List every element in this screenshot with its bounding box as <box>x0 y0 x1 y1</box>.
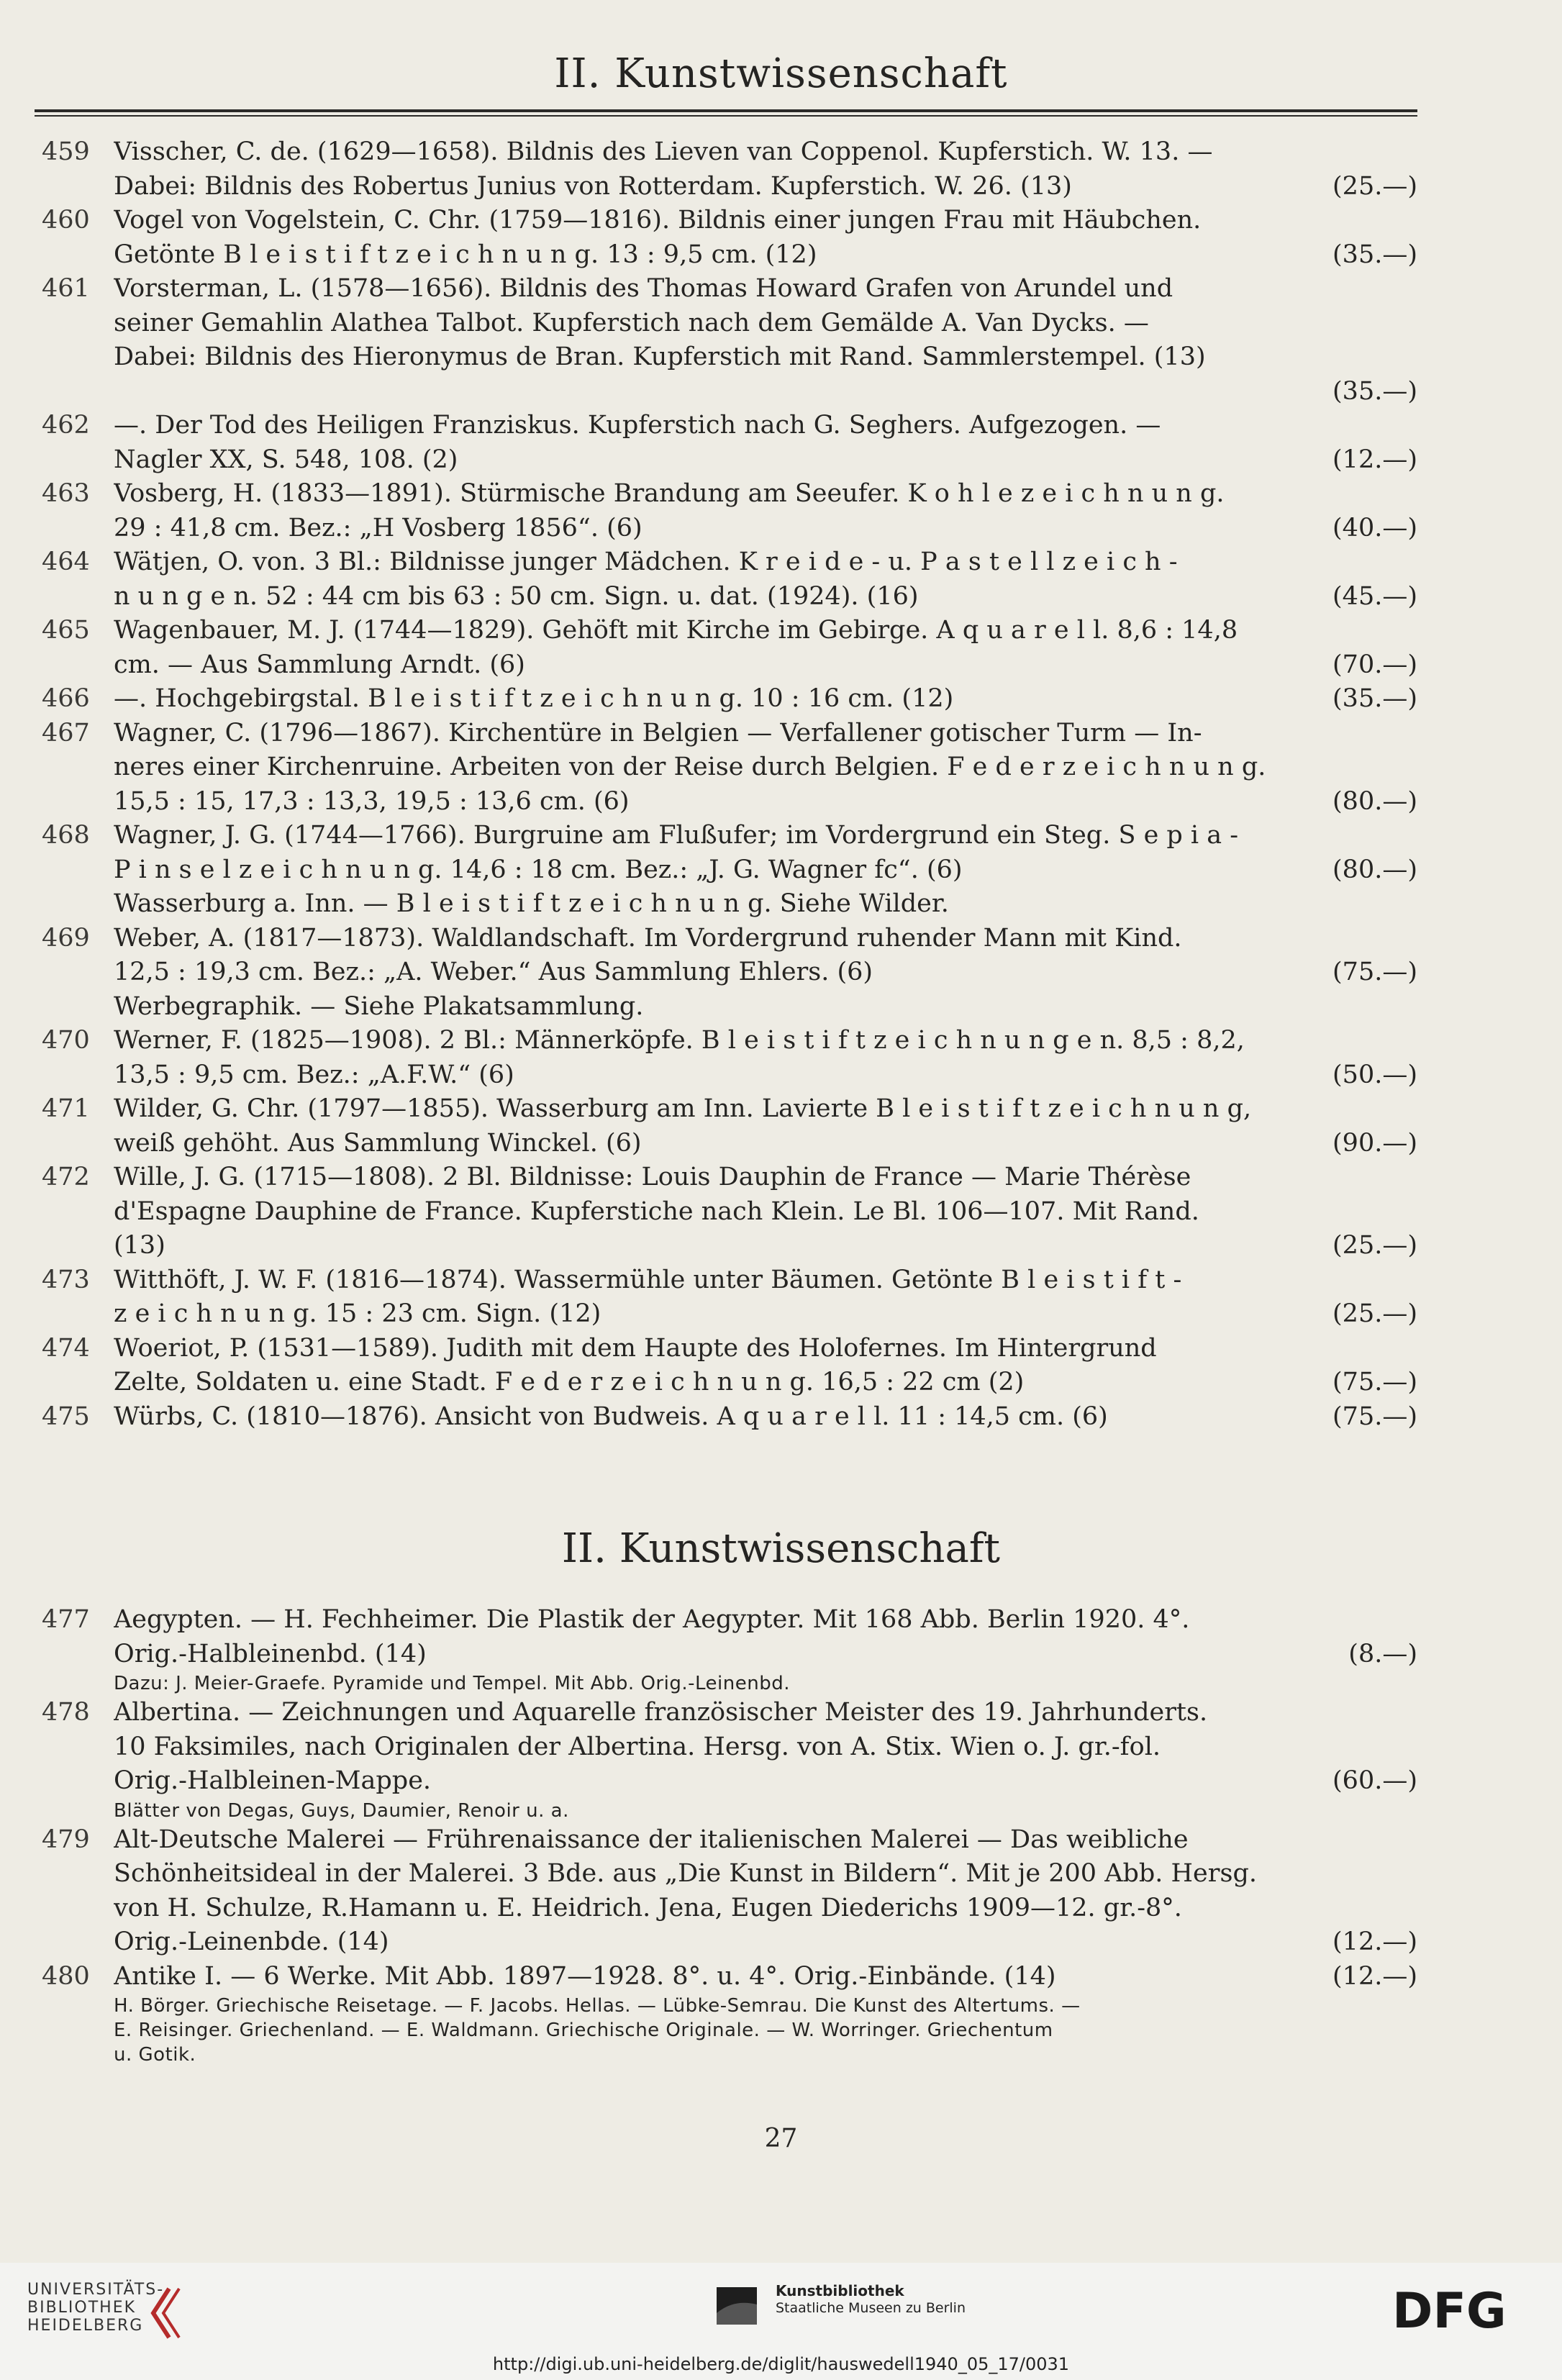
entry-line <box>114 409 1417 443</box>
catalog-entry <box>35 717 1417 819</box>
entry-text: (13) <box>114 1231 165 1260</box>
entry-number: 480 <box>42 1961 90 1991</box>
entry-line <box>114 853 1417 888</box>
entry-text: Wille, J. G. (1715—1808). 2 Bl. Bildnisse: Louis Dauphin de France — Marie Thérèse <box>114 1163 1191 1191</box>
source-url: http://digi.ub.uni-heidelberg.de/diglit/hauswedell1940_05_17/0031 <box>492 2354 1070 2374</box>
dfg-logo-text: DFG <box>1392 2284 1507 2335</box>
entry-note: H. Börger. Griechische Reisetage. — F. Jacobs. Hellas. — Lübke-Semrau. Die Kunst des Altertums. — <box>114 1995 1081 2017</box>
entry-text: n u n g e n. 52 : 44 cm bis 63 : 50 cm. Sign. u. dat. (1924). (16) <box>114 581 919 611</box>
entry-text: 12,5 : 19,3 cm. Bez.: „A. Weber.“ Aus Sammlung Ehlers. (6) <box>114 958 873 986</box>
dfg-logo-icon <box>1392 2284 1536 2338</box>
entry-text: Werner, F. (1825—1908). 2 Bl.: Männerköpfe. B l e i s t i f t z e i c h n u n g e n. 8,5 : 8,2, <box>114 1026 1245 1055</box>
entry-text: Wätjen, O. von. 3 Bl.: Bildnisse junger Mädchen. K r e i d e - u. P a s t e l l z e i c h - <box>114 548 1178 576</box>
entry-line <box>114 1730 1417 1765</box>
entry-line <box>114 1092 1417 1127</box>
catalog-section-2 <box>35 1603 1417 2067</box>
entry-line <box>114 682 1417 717</box>
entry-number: 459 <box>42 137 90 166</box>
entry-line <box>114 1332 1417 1366</box>
entry-line <box>114 750 1417 785</box>
entry-text: Aegypten. — H. Fechheimer. Die Plastik der Aegypter. Mit 168 Abb. Berlin 1920. 4°. <box>114 1605 1190 1634</box>
entry-price: (35.—) <box>1332 684 1417 713</box>
catalog-entry <box>35 922 1417 1025</box>
entry-text: Vorsterman, L. (1578—1656). Bildnis des Thomas Howard Grafen von Arundel und <box>114 274 1173 303</box>
entry-line <box>114 1263 1417 1298</box>
catalog-entry <box>35 477 1417 545</box>
entry-price: (45.—) <box>1332 581 1417 611</box>
section-heading: II. Kunstwissenschaft <box>561 1525 1001 1572</box>
entry-text: Wasserburg a. Inn. — B l e i s t i f t z e i c h n u n g. Siehe Wilder. <box>114 889 949 918</box>
university-logo-icon <box>140 2284 188 2345</box>
entry-text: Wagner, J. G. (1744—1766). Burgruine am Flußufer; im Vordergrund ein Steg. S e p i a - <box>114 821 1239 850</box>
entry-text: Wilder, G. Chr. (1797—1855). Wasserburg am Inn. Lavierte B l e i s t i f t z e i c h n u n g, <box>114 1094 1252 1123</box>
entry-line <box>114 1297 1417 1332</box>
entry-price: (75.—) <box>1332 1402 1417 1431</box>
footer-bar <box>0 2263 1562 2380</box>
entry-line <box>114 204 1417 238</box>
catalog-entry <box>35 682 1417 717</box>
entry-price: (75.—) <box>1332 958 1417 986</box>
kunstbibliothek-title: Kunstbibliothek <box>776 2282 904 2299</box>
entry-line <box>114 1960 1417 1994</box>
entry-number: 467 <box>42 718 90 748</box>
kunstbibliothek-label <box>776 2282 966 2317</box>
entry-note: u. Gotik. <box>114 2044 196 2066</box>
entry-price: (90.—) <box>1332 1128 1417 1158</box>
entry-number: 469 <box>42 923 90 953</box>
entry-line <box>114 1696 1417 1730</box>
entry-text: neres einer Kirchenruine. Arbeiten von der Reise durch Belgien. F e d e r z e i c h n u n g. <box>114 753 1266 781</box>
entry-text: Wagner, C. (1796—1867). Kirchentüre in Belgien — Verfallener gotischer Turm — In- <box>114 718 1202 748</box>
entry-line <box>114 306 1417 341</box>
kunstbibliothek-subtitle: Staatliche Museen zu Berlin <box>776 2300 966 2316</box>
entry-line <box>114 614 1417 648</box>
kunstbibliothek-logo-icon <box>712 2284 763 2330</box>
entry-line <box>114 443 1417 478</box>
catalog-entry <box>35 1024 1417 1092</box>
catalog-entry <box>35 135 1417 204</box>
entry-text: z e i c h n u n g. 15 : 23 cm. Sign. (12) <box>114 1299 601 1328</box>
entry-price: (70.—) <box>1332 650 1417 679</box>
entry-text: Nagler XX, S. 548, 108. (2) <box>114 445 458 474</box>
entry-text: seiner Gemahlin Alathea Talbot. Kupferstich nach dem Gemälde A. Van Dycks. — <box>114 308 1149 337</box>
entry-number: 464 <box>42 548 90 576</box>
entry-price: (75.—) <box>1332 1368 1417 1396</box>
entry-line <box>114 1891 1417 1926</box>
entry-text: Orig.-Halbleinen-Mappe. <box>114 1766 432 1795</box>
catalog-entry <box>35 1332 1417 1400</box>
catalog-entry <box>35 204 1417 272</box>
entry-line <box>114 990 1417 1025</box>
entry-text: cm. — Aus Sammlung Arndt. (6) <box>114 650 525 679</box>
catalog-entry <box>35 1960 1417 2068</box>
entry-text: Orig.-Halbleinenbd. (14) <box>114 1639 427 1668</box>
entry-price: (35.—) <box>1332 240 1417 269</box>
entry-price: (80.—) <box>1332 855 1417 884</box>
entry-line <box>114 717 1417 751</box>
entry-text: 10 Faksimiles, nach Originalen der Albertina. Hersg. von A. Stix. Wien o. J. gr.-fol. <box>114 1732 1161 1761</box>
entry-number: 472 <box>42 1163 90 1191</box>
catalog-entry <box>35 1092 1417 1161</box>
entry-price: (50.—) <box>1332 1060 1417 1089</box>
entry-number: 460 <box>42 206 90 235</box>
catalog-entry <box>35 614 1417 682</box>
entry-line <box>114 1161 1417 1195</box>
catalog-entry <box>35 1161 1417 1263</box>
entry-text: Alt-Deutsche Malerei — Frührenaissance der italienischen Malerei — Das weibliche <box>114 1825 1189 1854</box>
entry-text: Dabei: Bildnis des Robertus Junius von Rotterdam. Kupferstich. W. 26. (13) <box>114 171 1072 201</box>
entry-note: E. Reisinger. Griechenland. — E. Waldmann. Griechische Originale. — W. Worringer. Griechentum <box>114 2020 1053 2041</box>
entry-price: (80.—) <box>1332 786 1417 816</box>
entry-price: (35.—) <box>1332 376 1417 406</box>
entry-price: (25.—) <box>1332 171 1417 201</box>
entry-text: d'Espagne Dauphine de France. Kupferstiche nach Klein. Le Bl. 106—107. Mit Rand. <box>114 1196 1199 1226</box>
entry-text: P i n s e l z e i c h n u n g. 14,6 : 18 cm. Bez.: „J. G. Wagner fc“. (6) <box>114 855 963 884</box>
entry-price: (40.—) <box>1332 513 1417 542</box>
page-number: 27 <box>764 2124 798 2153</box>
entry-text: Orig.-Leinenbde. (14) <box>114 1927 389 1956</box>
entry-line <box>114 1925 1417 1960</box>
entry-number: 468 <box>42 821 90 850</box>
entry-text: Dabei: Bildnis des Hieronymus de Bran. Kupferstich mit Rand. Sammlerstempel. (13) <box>114 342 1206 371</box>
entry-number: 466 <box>42 684 90 713</box>
entry-line <box>114 1638 1417 1672</box>
entry-line <box>114 785 1417 819</box>
entry-price: (8.—) <box>1348 1639 1417 1668</box>
entry-price: (60.—) <box>1332 1766 1417 1795</box>
catalog-entry <box>35 272 1417 409</box>
entry-number: 470 <box>42 1026 90 1055</box>
entry-line <box>114 1058 1417 1093</box>
entry-note: Dazu: J. Meier-Graefe. Pyramide und Tempel. Mit Abb. Orig.-Leinenbd. <box>114 1673 790 1694</box>
entry-line <box>114 580 1417 614</box>
entry-text: Witthöft, J. W. F. (1816—1874). Wassermühle unter Bäumen. Getönte B l e i s t i f t - <box>114 1265 1182 1294</box>
entry-number: 465 <box>42 616 90 645</box>
catalog-entry <box>35 1603 1417 1696</box>
entry-text: Würbs, C. (1810—1876). Ansicht von Budweis. A q u a r e l l. 11 : 14,5 cm. (6) <box>114 1402 1108 1431</box>
entry-text: 15,5 : 15, 17,3 : 13,3, 19,5 : 13,6 cm. (6) <box>114 786 630 816</box>
header-rule-thick <box>35 109 1417 112</box>
entry-line <box>114 1857 1417 1891</box>
entry-line <box>114 1823 1417 1858</box>
entry-text: weiß gehöht. Aus Sammlung Winckel. (6) <box>114 1128 642 1158</box>
university-line: BIBLIOTHEK <box>27 2299 137 2317</box>
university-line: UNIVERSITÄTS- <box>27 2281 165 2299</box>
entry-text: Schönheitsideal in der Malerei. 3 Bde. aus „Die Kunst in Bildern“. Mit je 200 Abb. Hersg. <box>114 1859 1257 1888</box>
entry-price: (12.—) <box>1332 1927 1417 1956</box>
entry-line <box>114 1764 1417 1799</box>
entry-line <box>114 887 1417 922</box>
entry-line <box>114 272 1417 306</box>
page-header-title: II. Kunstwissenschaft <box>554 50 1008 97</box>
entry-line <box>114 1024 1417 1058</box>
entry-line <box>114 135 1417 170</box>
entry-price: (12.—) <box>1332 445 1417 474</box>
entry-number: 479 <box>42 1825 90 1854</box>
entry-line <box>114 375 1417 409</box>
entry-text: Getönte B l e i s t i f t z e i c h n u n g. 13 : 9,5 cm. (12) <box>114 240 817 269</box>
entry-line <box>114 1400 1417 1435</box>
entry-price: (25.—) <box>1332 1231 1417 1260</box>
entry-text: Wagenbauer, M. J. (1744—1829). Gehöft mit Kirche im Gebirge. A q u a r e l l. 8,6 : 14,8 <box>114 616 1238 645</box>
entry-text: —. Hochgebirgstal. B l e i s t i f t z e i c h n u n g. 10 : 16 cm. (12) <box>114 684 954 713</box>
entry-text: 13,5 : 9,5 cm. Bez.: „A.F.W.“ (6) <box>114 1060 514 1089</box>
entry-number: 461 <box>42 274 90 303</box>
entry-text: Weber, A. (1817—1873). Waldlandschaft. Im Vordergrund ruhender Mann mit Kind. <box>114 923 1182 953</box>
entry-text: Zelte, Soldaten u. eine Stadt. F e d e r z e i c h n u n g. 16,5 : 22 cm (2) <box>114 1368 1025 1396</box>
catalog-entry <box>35 409 1417 477</box>
entry-line <box>114 238 1417 273</box>
entry-number: 462 <box>42 411 90 440</box>
entry-line <box>114 1195 1417 1230</box>
entry-line <box>114 1366 1417 1400</box>
entry-line <box>114 819 1417 853</box>
entry-number: 471 <box>42 1094 90 1123</box>
catalog-entry <box>35 545 1417 614</box>
entry-line <box>114 1127 1417 1161</box>
entry-price: (25.—) <box>1332 1299 1417 1328</box>
entry-note: Blätter von Degas, Guys, Daumier, Renoir u. a. <box>114 1799 569 1822</box>
entry-line <box>114 340 1417 375</box>
university-line: HEIDELBERG <box>27 2317 144 2335</box>
entry-number: 463 <box>42 479 90 508</box>
entry-line <box>114 545 1417 580</box>
entry-text: Werbegraphik. — Siehe Plakatsammlung. <box>114 991 644 1021</box>
catalog-entry <box>35 819 1417 922</box>
header-rule-thin <box>35 115 1417 117</box>
entry-line <box>114 922 1417 956</box>
catalog-entry <box>35 1263 1417 1332</box>
entry-text: Albertina. — Zeichnungen und Aquarelle französischer Meister des 19. Jahrhunderts. <box>114 1698 1208 1727</box>
catalog-entry <box>35 1823 1417 1960</box>
entry-line <box>114 1229 1417 1263</box>
entry-number: 477 <box>42 1605 90 1634</box>
entry-text: Visscher, C. de. (1629—1658). Bildnis des Lieven van Coppenol. Kupferstich. W. 13. — <box>114 137 1213 166</box>
entry-line <box>114 648 1417 683</box>
entry-line <box>114 170 1417 204</box>
entry-number: 474 <box>42 1333 90 1363</box>
entry-line <box>114 1603 1417 1638</box>
entry-line <box>114 477 1417 512</box>
entry-text: Vogel von Vogelstein, C. Chr. (1759—1816). Bildnis einer jungen Frau mit Häubchen. <box>114 206 1202 235</box>
entry-number: 473 <box>42 1265 90 1294</box>
entry-line <box>114 955 1417 990</box>
entry-line <box>114 512 1417 546</box>
entry-text: Antike I. — 6 Werke. Mit Abb. 1897—1928. 8°. u. 4°. Orig.-Einbände. (14) <box>114 1961 1056 1991</box>
entry-number: 478 <box>42 1698 90 1727</box>
entry-text: von H. Schulze, R.Hamann u. E. Heidrich. Jena, Eugen Diederichs 1909—12. gr.-8°. <box>114 1893 1182 1922</box>
entry-number: 475 <box>42 1402 90 1431</box>
catalog-entry <box>35 1696 1417 1823</box>
catalog-entry <box>35 1400 1417 1435</box>
entry-text: —. Der Tod des Heiligen Franziskus. Kupferstich nach G. Seghers. Aufgezogen. — <box>114 411 1161 440</box>
entry-text: Vosberg, H. (1833—1891). Stürmische Brandung am Seeufer. K o h l e z e i c h n u n g. <box>114 479 1225 508</box>
entry-text: Woeriot, P. (1531—1589). Judith mit dem Haupte des Holofernes. Im Hintergrund <box>114 1333 1157 1363</box>
catalog-section-1 <box>35 135 1417 1434</box>
entry-text: 29 : 41,8 cm. Bez.: „H Vosberg 1856“. (6) <box>114 513 642 542</box>
entry-price: (12.—) <box>1332 1961 1417 1991</box>
